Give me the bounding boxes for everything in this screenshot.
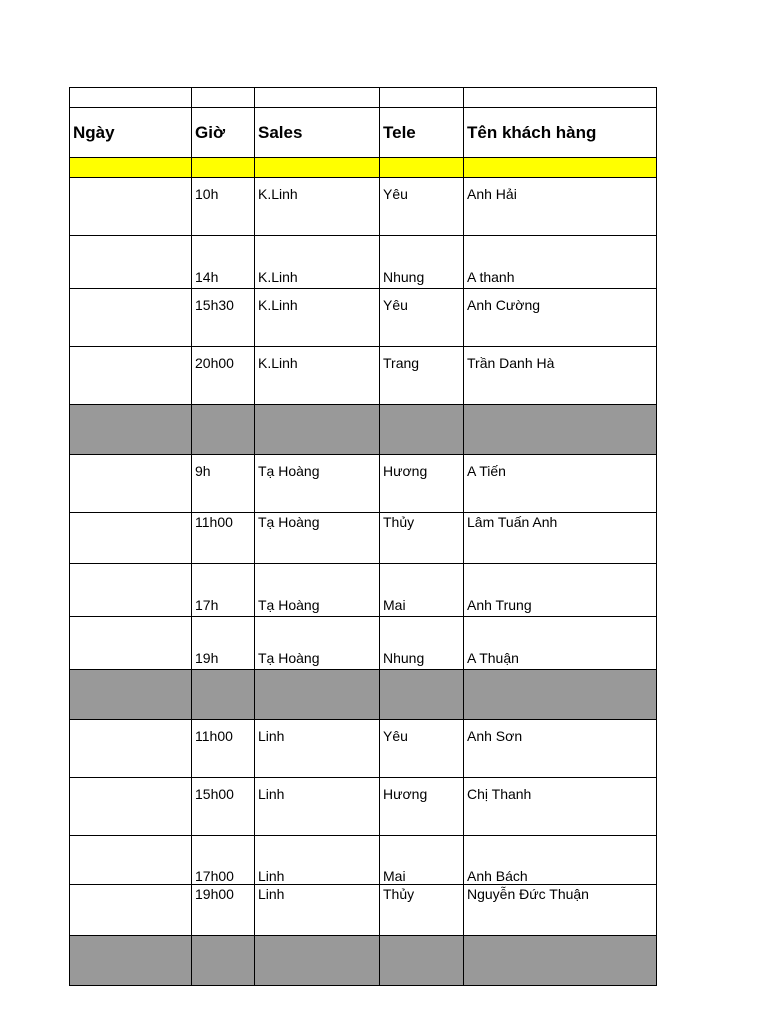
header-date[interactable]: Ngày: [70, 108, 192, 158]
tele-cell[interactable]: Mai: [380, 836, 464, 885]
cell[interactable]: [464, 936, 657, 986]
table-row: [70, 455, 657, 513]
customer-cell[interactable]: A thanh: [464, 236, 657, 289]
tele-cell[interactable]: Yêu: [380, 178, 464, 236]
sales-cell[interactable]: K.Linh: [255, 236, 380, 289]
cell[interactable]: [464, 88, 657, 108]
table-row: [70, 836, 657, 885]
sales-cell[interactable]: Linh: [255, 836, 380, 885]
separator-row: [70, 405, 657, 455]
tele-cell[interactable]: Trang: [380, 347, 464, 405]
tele-cell[interactable]: Yêu: [380, 720, 464, 778]
customer-cell[interactable]: Trần Danh Hà: [464, 347, 657, 405]
table-row: [70, 617, 657, 670]
customer-cell[interactable]: Anh Hải: [464, 178, 657, 236]
cell[interactable]: [192, 158, 255, 178]
time-cell[interactable]: 10h: [192, 178, 255, 236]
customer-cell[interactable]: Chị Thanh: [464, 778, 657, 836]
tele-cell[interactable]: Yêu: [380, 289, 464, 347]
sales-cell[interactable]: K.Linh: [255, 347, 380, 405]
tele-cell[interactable]: Thủy: [380, 885, 464, 936]
sales-cell[interactable]: Tạ Hoàng: [255, 513, 380, 564]
cell[interactable]: [464, 158, 657, 178]
date-cell[interactable]: [70, 836, 192, 885]
time-cell[interactable]: 19h00: [192, 885, 255, 936]
time-cell[interactable]: 20h00: [192, 347, 255, 405]
customer-cell[interactable]: Anh Sơn: [464, 720, 657, 778]
customer-cell[interactable]: Anh Trung: [464, 564, 657, 617]
date-cell[interactable]: [70, 289, 192, 347]
cell[interactable]: [192, 88, 255, 108]
cell[interactable]: [70, 158, 192, 178]
sales-cell[interactable]: K.Linh: [255, 178, 380, 236]
tele-cell[interactable]: Nhung: [380, 236, 464, 289]
sales-cell[interactable]: Linh: [255, 885, 380, 936]
cell[interactable]: [255, 88, 380, 108]
date-cell[interactable]: [70, 885, 192, 936]
table-row: [70, 885, 657, 936]
cell[interactable]: [255, 936, 380, 986]
cell[interactable]: [380, 936, 464, 986]
tele-cell[interactable]: Nhung: [380, 617, 464, 670]
sales-cell[interactable]: K.Linh: [255, 289, 380, 347]
customer-cell[interactable]: Anh Cường: [464, 289, 657, 347]
customer-cell[interactable]: A Thuận: [464, 617, 657, 670]
cell[interactable]: [464, 670, 657, 720]
table-row: [70, 236, 657, 289]
sales-cell[interactable]: Tạ Hoàng: [255, 455, 380, 513]
table-row: [70, 289, 657, 347]
time-cell[interactable]: 15h00: [192, 778, 255, 836]
time-cell[interactable]: 17h00: [192, 836, 255, 885]
cell[interactable]: [70, 670, 192, 720]
date-cell[interactable]: [70, 564, 192, 617]
header-time[interactable]: Giờ: [192, 108, 255, 158]
table-row: [70, 178, 657, 236]
cell[interactable]: [255, 670, 380, 720]
cell[interactable]: [380, 88, 464, 108]
sales-cell[interactable]: Linh: [255, 778, 380, 836]
table-row: [70, 347, 657, 405]
customer-cell[interactable]: A Tiến: [464, 455, 657, 513]
empty-row: [70, 88, 657, 108]
separator-row: [70, 936, 657, 986]
cell[interactable]: [380, 405, 464, 455]
cell[interactable]: [192, 670, 255, 720]
date-cell[interactable]: [70, 617, 192, 670]
sales-cell[interactable]: Tạ Hoàng: [255, 617, 380, 670]
cell[interactable]: [380, 670, 464, 720]
table-row: [70, 513, 657, 564]
table-row: [70, 564, 657, 617]
header-customer[interactable]: Tên khách hàng: [464, 108, 657, 158]
cell[interactable]: [255, 158, 380, 178]
time-cell[interactable]: 19h: [192, 617, 255, 670]
header-row: [70, 108, 657, 158]
customer-cell[interactable]: Lâm Tuấn Anh: [464, 513, 657, 564]
time-cell[interactable]: 14h: [192, 236, 255, 289]
date-cell[interactable]: [70, 236, 192, 289]
table-row: [70, 720, 657, 778]
date-cell[interactable]: [70, 455, 192, 513]
cell[interactable]: [70, 405, 192, 455]
sales-cell[interactable]: Linh: [255, 720, 380, 778]
cell[interactable]: [70, 88, 192, 108]
date-cell[interactable]: [70, 347, 192, 405]
cell[interactable]: [464, 405, 657, 455]
date-cell[interactable]: [70, 720, 192, 778]
date-cell[interactable]: [70, 513, 192, 564]
tele-cell[interactable]: Mai: [380, 564, 464, 617]
customer-cell[interactable]: Nguyễn Đức Thuận: [464, 885, 657, 936]
cell[interactable]: [192, 405, 255, 455]
time-cell[interactable]: 11h00: [192, 720, 255, 778]
time-cell[interactable]: 15h30: [192, 289, 255, 347]
time-cell[interactable]: 9h: [192, 455, 255, 513]
cell[interactable]: [380, 158, 464, 178]
date-cell[interactable]: [70, 178, 192, 236]
schedule-table: [69, 87, 657, 986]
time-cell[interactable]: 17h: [192, 564, 255, 617]
cell[interactable]: [70, 936, 192, 986]
tele-cell[interactable]: Thủy: [380, 513, 464, 564]
customer-cell[interactable]: Anh Bách: [464, 836, 657, 885]
time-cell[interactable]: 11h00: [192, 513, 255, 564]
cell[interactable]: [192, 936, 255, 986]
sales-cell[interactable]: Tạ Hoàng: [255, 564, 380, 617]
date-cell[interactable]: [70, 778, 192, 836]
separator-row: [70, 670, 657, 720]
tele-cell[interactable]: Hương: [380, 455, 464, 513]
table-row: [70, 778, 657, 836]
header-sales[interactable]: Sales: [255, 108, 380, 158]
tele-cell[interactable]: Hương: [380, 778, 464, 836]
highlight-row: [70, 158, 657, 178]
cell[interactable]: [255, 405, 380, 455]
header-tele[interactable]: Tele: [380, 108, 464, 158]
